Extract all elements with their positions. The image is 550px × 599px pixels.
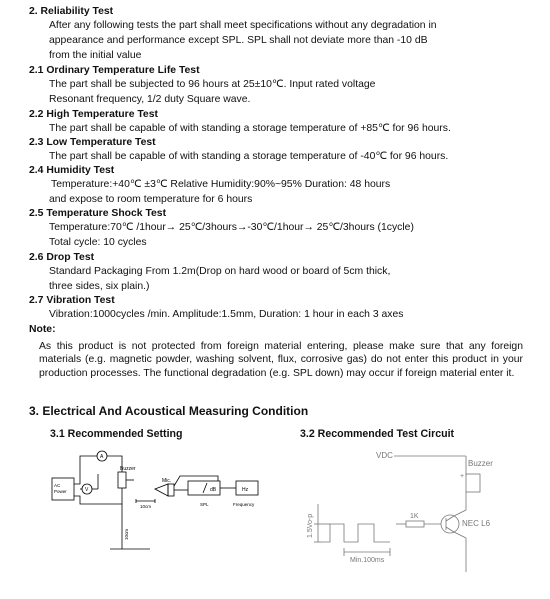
- label-spl: SPL: [200, 502, 209, 507]
- test-2-7-heading: 2.7 Vibration Test: [29, 295, 115, 306]
- voltmeter-icon: V: [85, 487, 89, 493]
- label-distance: 10cm: [140, 504, 152, 509]
- test-2-5-heading: 2.5 Temperature Shock Test: [29, 208, 167, 219]
- label-buzzer: Buzzer: [120, 466, 136, 472]
- test-2-3-line: The part shall be capable of with standing a storage temperature of -40℃ for 96 hours.: [49, 151, 449, 162]
- test-2-2-heading: 2.2 High Temperature Test: [29, 109, 158, 120]
- test-2-7-line: Vibration:1000cycles /min. Amplitude:1.5mm, Duration: 1 hour in each 3 axes: [49, 309, 404, 320]
- label-pulse-voltage: 1.5Vo-p: [307, 513, 314, 538]
- test-2-3-heading: 2.3 Low Temperature Test: [29, 137, 156, 148]
- label-transistor: NEC L6: [462, 519, 491, 528]
- test-2-2-line: The part shall be capable of with standing a storage temperature of +85℃ for 96 hours.: [49, 123, 451, 134]
- intro-line-3: from the initial value: [49, 50, 142, 61]
- subsection-3-2-title: 3.2 Recommended Test Circuit: [300, 428, 455, 440]
- label-frequency: Frequency: [233, 502, 255, 507]
- test-2-6-line: three sides, six plain.): [49, 281, 150, 292]
- label-db: dB: [210, 487, 217, 493]
- label-stand-height: 10cm: [124, 528, 129, 540]
- test-2-1-heading: 2.1 Ordinary Temperature Life Test: [29, 65, 200, 76]
- note-text: As this product is not protected from foreign material entering, please make sure that any foreign materials (e.g. magnetic powder, washing solvent, flux, corrosive gas) do not enter this product in your production processes. The functional degradation (e.g. SPL down) may occur if foreign material enter it.: [39, 341, 523, 379]
- test-circuit-diagram: [300, 444, 510, 574]
- test-2-5-line: Total cycle: 10 cycles: [49, 237, 147, 248]
- label-ac-power-2: Power: [54, 489, 67, 494]
- label-vdc: VDC: [376, 451, 393, 460]
- intro-line-1: After any following tests the part shall meet specifications without any degradation in: [49, 20, 437, 31]
- section-3-title: 3. Electrical And Acoustical Measuring Condition: [29, 404, 309, 418]
- test-2-6-heading: 2.6 Drop Test: [29, 252, 95, 263]
- label-resistor: 1K: [410, 513, 419, 520]
- test-2-4-heading: 2.4 Humidity Test: [29, 165, 115, 176]
- test-2-1-line: The part shall be subjected to 96 hours at 25±10℃. Input rated voltage: [49, 79, 376, 90]
- test-2-6-line: Standard Packaging From 1.2m(Drop on hard wood or board of 5cm thick,: [49, 266, 391, 277]
- test-2-5-line: Temperature:70℃ /1hour→ 25℃/3hours→-30℃/1hour→ 25℃/3hours (1cycle): [49, 222, 414, 233]
- test-2-4-line: Temperature:+40℃ ±3℃ Relative Humidity:90%~95% Duration: 48 hours: [51, 179, 391, 190]
- section-2-title: 2. Reliability Test: [29, 6, 114, 17]
- intro-line-2: appearance and performance except SPL. SPL shall not deviate more than -10 dB: [49, 35, 428, 46]
- ammeter-icon: A: [100, 454, 104, 460]
- subsection-3-1-title: 3.1 Recommended Setting: [50, 428, 183, 440]
- recommended-setting-diagram: [40, 444, 280, 564]
- note-label: Note:: [29, 324, 56, 335]
- label-buzzer-circuit: Buzzer: [468, 459, 493, 468]
- test-2-4-line: and expose to room temperature for 6 hours: [49, 194, 253, 205]
- test-2-1-line: Resonant frequency, 1/2 duty Square wave.: [49, 94, 251, 105]
- label-mic: Mic.: [162, 478, 172, 484]
- label-ac-power: AC: [54, 483, 61, 488]
- label-pulse-min: Min.100ms: [350, 557, 385, 564]
- label-hz: Hz: [242, 487, 249, 493]
- label-plus: +: [460, 473, 465, 480]
